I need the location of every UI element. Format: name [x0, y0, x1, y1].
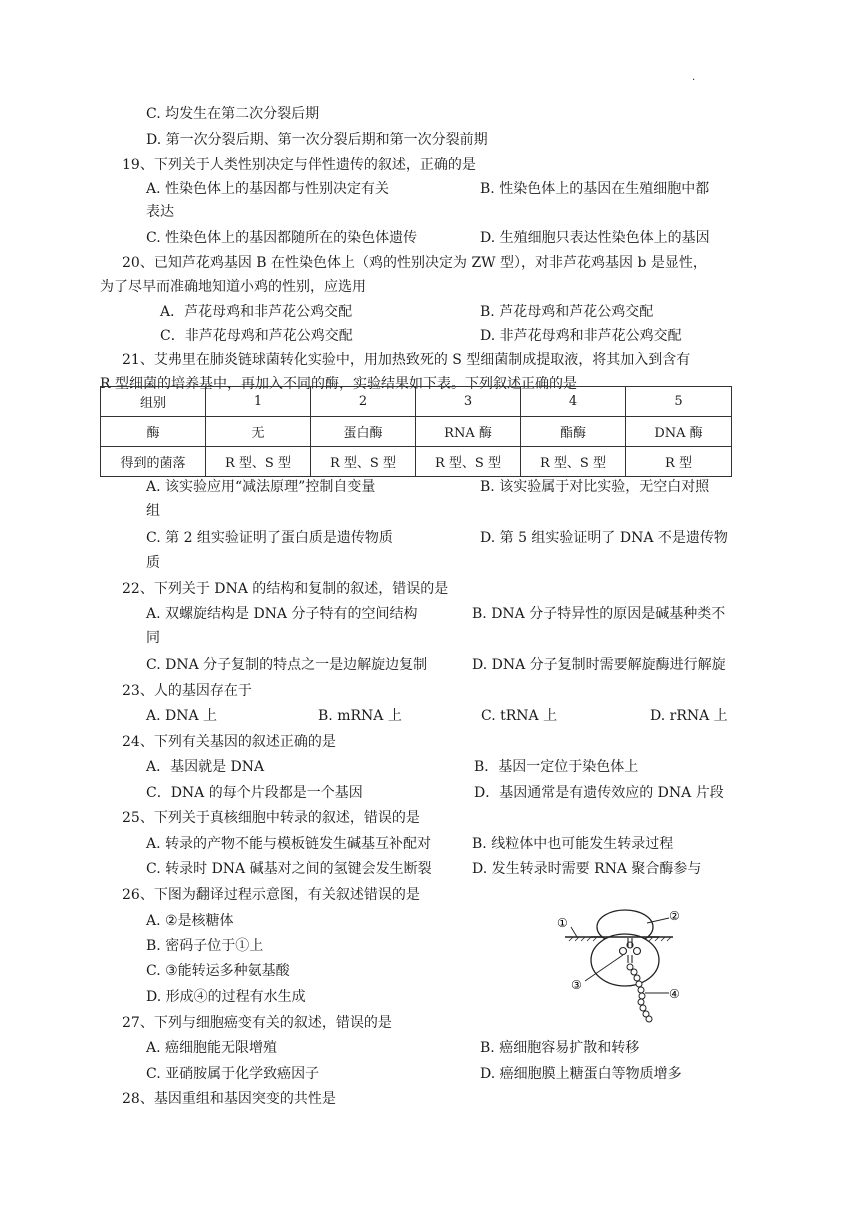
q26-option-d: D. 形成④的过程有水生成	[146, 989, 306, 1005]
q26-option-c: C. ③能转运多种氨基酸	[146, 963, 290, 979]
ribosome-large-subunit	[591, 934, 659, 986]
q25-stem: 25、下列关于真核细胞中转录的叙述，错误的是	[122, 810, 420, 826]
q18-option-d: D. 第一次分裂后期、第一次分裂后期和第一次分裂前期	[146, 132, 488, 148]
q23-option-c: C. tRNA 上	[481, 708, 558, 724]
q22-option-a: A. 双螺旋结构是 DNA 分子特有的空间结构	[146, 606, 418, 622]
table-cell: 3	[416, 387, 521, 417]
q25-option-a: A. 转录的产物不能与模板链发生碱基互补配对	[146, 836, 432, 852]
table-cell: DNA 酶	[626, 417, 732, 447]
label-3: ③	[571, 978, 582, 992]
q21-option-b-wrap: 组	[146, 503, 160, 519]
q23-option-a: A. DNA 上	[146, 708, 218, 724]
q27-option-a: A. 癌细胞能无限增殖	[146, 1040, 278, 1056]
q23-option-d: D. rRNA 上	[650, 708, 728, 724]
table-cell: 4	[521, 387, 626, 417]
q20-option-d: D. 非芦花母鸡和非芦花公鸡交配	[480, 328, 682, 344]
q22-option-d: D. DNA 分子复制时需要解旋酶进行解旋	[472, 657, 726, 673]
table-cell: R 型、S 型	[206, 447, 311, 477]
table-cell: 5	[626, 387, 732, 417]
q27-option-d: D. 癌细胞膜上糖蛋白等物质增多	[480, 1066, 682, 1082]
table-row-group	[101, 387, 732, 417]
q24-option-b: B．基因一定位于染色体上	[474, 759, 639, 775]
q22-stem: 22、下列关于 DNA 的结构和复制的叙述，错误的是	[122, 581, 449, 597]
table-cell: RNA 酶	[416, 417, 521, 447]
q28-stem: 28、基因重组和基因突变的共性是	[122, 1091, 336, 1107]
q19-option-b: B. 性染色体上的基因在生殖细胞中都	[480, 181, 710, 197]
table-cell: 无	[206, 417, 311, 447]
q24-option-c: C．DNA 的每个片段都是一个基因	[146, 785, 363, 801]
q25-option-c: C. 转录时 DNA 碱基对之间的氢键会发生断裂	[146, 861, 432, 877]
q19-option-c: C. 性染色体上的基因都随所在的染色体遗传	[146, 230, 418, 246]
q21-stem-line1: 21、艾弗里在肺炎链球菌转化实验中，用加热致死的 S 型细菌制成提取液，将其加入到含有	[122, 352, 691, 368]
q25-option-d: D. 发生转录时需要 RNA 聚合酶参与	[472, 861, 702, 877]
table-cell: R 型、S 型	[521, 447, 626, 477]
q21-option-d: D. 第 5 组实验证明了 DNA 不是遗传物	[480, 530, 728, 546]
table-cell: 2	[311, 387, 416, 417]
table-cell: 酶	[101, 417, 206, 447]
q26-stem: 26、下图为翻译过程示意图，有关叙述错误的是	[122, 887, 420, 903]
q20-option-a: A．芦花母鸡和非芦花公鸡交配	[160, 304, 353, 320]
q18-option-c: C. 均发生在第二次分裂后期	[146, 106, 320, 122]
q27-option-c: C. 亚硝胺属于化学致癌因子	[146, 1066, 320, 1082]
table-cell: 蛋白酶	[311, 417, 416, 447]
table-row-colonies	[101, 447, 732, 477]
q19-stem: 19、下列关于人类性别决定与伴性遗传的叙述，正确的是	[122, 157, 476, 173]
experiment-table	[100, 386, 732, 477]
q27-option-b: B. 癌细胞容易扩散和转移	[480, 1040, 640, 1056]
label-1: ①	[557, 916, 568, 930]
table-cell: R 型、S 型	[311, 447, 416, 477]
q19-option-d: D. 生殖细胞只表达性染色体上的基因	[480, 230, 710, 246]
label-4: ④	[669, 987, 680, 1001]
q19-option-a: A. 性染色体上的基因都与性别决定有关	[146, 181, 390, 197]
q21-option-c: C. 第 2 组实验证明了蛋白质是遗传物质	[146, 530, 393, 546]
q19-option-b-wrap: 表达	[146, 204, 174, 220]
q20-stem-line1: 20、已知芦花鸡基因 B 在性染色体上（鸡的性别决定为 ZW 型），对非芦花鸡基因 b 是显性，	[122, 255, 707, 271]
q20-option-b: B. 芦花母鸡和芦花公鸡交配	[480, 304, 654, 320]
q24-stem: 24、下列有关基因的叙述正确的是	[122, 734, 336, 750]
header-dot: .	[692, 72, 696, 83]
translation-diagram	[555, 905, 695, 1030]
q22-option-b: B. DNA 分子特异性的原因是碱基种类不	[472, 606, 726, 622]
q21-option-b: B. 该实验属于对比实验，无空白对照	[480, 479, 710, 495]
q26-option-a: A. ②是核糖体	[146, 913, 234, 929]
table-row-enzyme	[101, 417, 732, 447]
q21-option-d-wrap: 质	[146, 555, 160, 571]
label-2: ②	[669, 909, 680, 923]
q24-option-a: A．基因就是 DNA	[146, 759, 265, 775]
table-cell: 得到的菌落	[101, 447, 206, 477]
table-cell: 组别	[101, 387, 206, 417]
q20-option-c: C．非芦花母鸡和芦花公鸡交配	[160, 328, 353, 344]
q26-option-b: B. 密码子位于①上	[146, 938, 264, 954]
q22-option-c: C. DNA 分子复制的特点之一是边解旋边复制	[146, 657, 428, 673]
q23-stem: 23、人的基因存在于	[122, 683, 252, 699]
q21-option-a: A. 该实验应用“减法原理”控制自变量	[146, 479, 376, 495]
q23-option-b: B. mRNA 上	[318, 708, 402, 724]
q25-option-b: B. 线粒体中也可能发生转录过程	[472, 836, 674, 852]
q22-option-b-wrap: 同	[146, 630, 160, 646]
table-cell: 1	[206, 387, 311, 417]
q27-stem: 27、下列与细胞癌变有关的叙述，错误的是	[122, 1015, 392, 1031]
table-cell: R 型	[626, 447, 732, 477]
q20-stem-line2: 为了尽早而准确地知道小鸡的性别，应选用	[100, 279, 366, 295]
q24-option-d: D．基因通常是有遗传效应的 DNA 片段	[474, 785, 724, 801]
table-cell: R 型、S 型	[416, 447, 521, 477]
q21-stem-line2: R 型细菌的培养基中，再加入不同的酶，实验结果如下表。下列叙述正确的是	[100, 376, 577, 392]
table-cell: 酯酶	[521, 417, 626, 447]
